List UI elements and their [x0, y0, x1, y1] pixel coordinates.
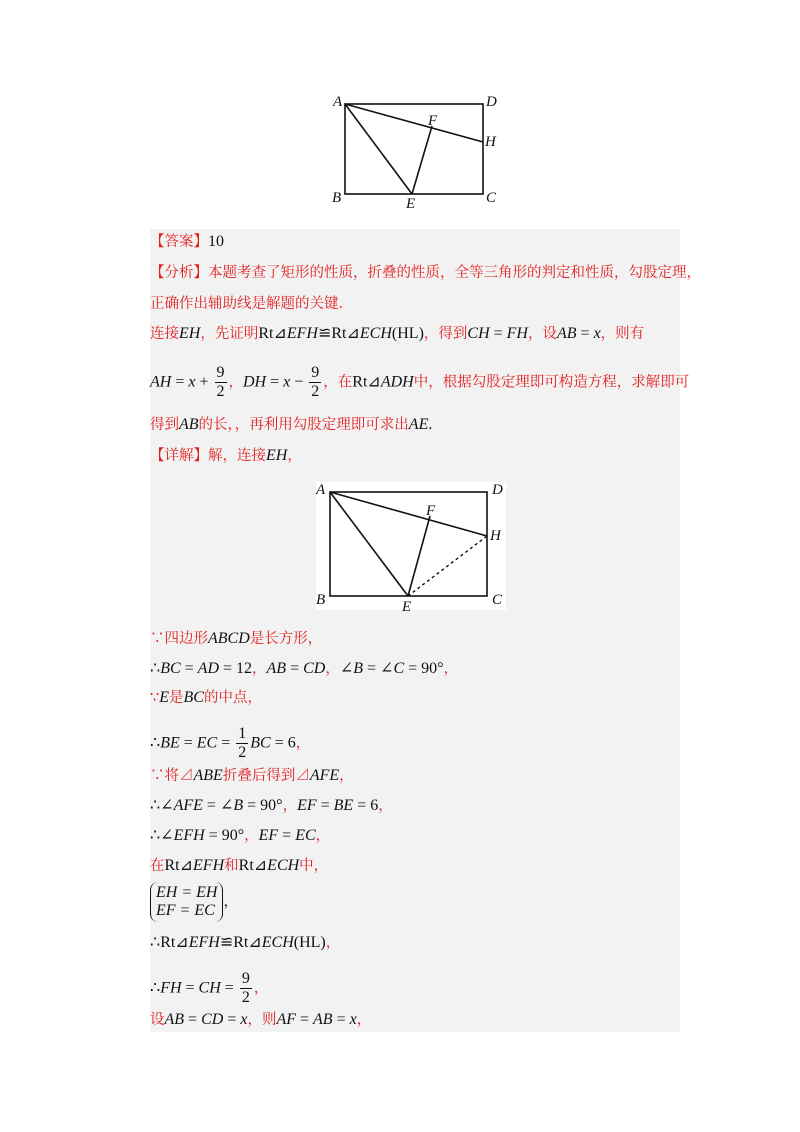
t: ∵ — [150, 690, 160, 706]
t: = 90° — [243, 797, 283, 814]
t: ， — [325, 661, 340, 677]
geometry-diagram-1 — [325, 92, 505, 212]
t: ，在 — [323, 374, 353, 391]
t: ABCD — [208, 630, 250, 647]
t: EF = EC — [156, 902, 215, 919]
t: ECH — [261, 934, 294, 951]
t: = — [171, 373, 189, 391]
segment-ae — [345, 104, 412, 194]
t: ∴∠ — [150, 797, 174, 814]
label-b: B — [332, 190, 342, 206]
step-10 — [150, 933, 340, 953]
t: CD — [201, 1011, 224, 1028]
fraction-9-2 — [240, 970, 252, 1007]
t: + — [195, 373, 213, 391]
t: Rt⊿ — [233, 934, 262, 951]
analysis-text-2: 正确作出辅助线是解题的关键． — [150, 296, 353, 312]
t: AB — [313, 1011, 333, 1028]
t: ， — [356, 1012, 372, 1028]
figure-background — [316, 482, 506, 610]
t: 设 — [150, 1012, 165, 1028]
t: 得到 — [150, 417, 179, 433]
t: = 6 — [353, 797, 379, 814]
t: = — [181, 979, 199, 997]
t: ECH — [359, 325, 392, 342]
t: 1 — [238, 725, 247, 742]
step-6 — [150, 796, 393, 816]
t: EF — [258, 827, 279, 844]
t: ，先证明 — [200, 326, 259, 342]
t: EC — [295, 827, 316, 844]
t: = — [576, 325, 594, 342]
label-e: E — [402, 599, 412, 613]
t: = — [184, 1011, 202, 1028]
t: ABE — [193, 767, 223, 784]
analysis-text-1: 本题考查了矩形的性质，折叠的性质，全等三角形的判定和性质，勾股定理， — [208, 265, 701, 281]
step-8 — [150, 856, 328, 876]
step-9-system — [150, 882, 238, 922]
t: BC — [160, 660, 181, 677]
t: CH — [198, 979, 221, 997]
t: 2 — [311, 383, 320, 400]
label-c: C — [486, 190, 497, 206]
t: 连接 — [150, 326, 179, 342]
fraction-9-2 — [309, 364, 321, 401]
t: AB — [164, 1011, 185, 1028]
t: FH — [160, 979, 182, 997]
t: ∴ — [150, 934, 161, 951]
t: 2 — [216, 383, 225, 400]
t: 9 — [311, 364, 320, 381]
t: x — [283, 373, 291, 391]
t: AH — [150, 373, 172, 391]
analysis-line-4 — [150, 364, 689, 401]
t: = — [316, 797, 334, 814]
t: 是 — [169, 690, 184, 706]
fraction-1-2 — [236, 725, 248, 762]
t: ∵四边形 — [150, 631, 208, 647]
answer-tag: 【答案】 — [150, 234, 208, 250]
t: AD — [197, 660, 219, 677]
label-e: E — [406, 196, 416, 212]
t: 解，连接 — [208, 448, 266, 464]
t: = ∠ — [202, 797, 234, 814]
t: = — [217, 734, 235, 752]
t: Rt⊿ — [352, 373, 381, 391]
step-7 — [150, 826, 330, 846]
t: ∴ — [150, 979, 161, 997]
t: = 90° — [204, 827, 245, 844]
t: EH — [179, 325, 201, 342]
t: ∴ — [150, 734, 161, 752]
t: 9 — [241, 970, 250, 987]
t: ，则 — [247, 1012, 277, 1028]
t: ， — [378, 798, 393, 814]
t: BC — [250, 734, 271, 752]
t: ，得到 — [423, 326, 468, 342]
t: AF — [276, 1011, 296, 1028]
t: 的长，，再利用勾股定理即可求出 — [198, 417, 409, 433]
t: CH — [467, 325, 490, 342]
t: E — [159, 689, 170, 706]
fraction-9-2 — [215, 364, 227, 401]
t: ， — [253, 980, 269, 997]
t: ， — [244, 828, 259, 844]
t: AFE — [309, 767, 340, 784]
solution-line-1 — [150, 446, 302, 466]
t: AB — [179, 416, 199, 433]
t: = — [223, 1011, 241, 1028]
answer-line — [150, 232, 224, 252]
t: . — [428, 416, 433, 433]
step-1 — [150, 629, 322, 649]
t: ， — [223, 894, 238, 910]
t: − — [290, 373, 308, 391]
t: EFH — [188, 934, 220, 951]
t: = 6 — [270, 734, 296, 752]
t: x — [349, 1011, 357, 1028]
t: 2 — [238, 744, 247, 761]
t: ∴∠ — [150, 827, 174, 844]
figure-rectangle-2 — [312, 478, 508, 613]
t: = — [286, 660, 304, 677]
t: Rt⊿ — [238, 857, 268, 874]
t: = — [266, 373, 284, 391]
label-h: H — [490, 528, 501, 544]
t: Rt⊿ — [331, 325, 360, 342]
analysis-line-5 — [150, 415, 432, 435]
t: BE — [333, 797, 354, 814]
t: BC — [183, 689, 204, 706]
t: x — [593, 325, 601, 342]
label-f: F — [426, 503, 436, 519]
t: AB — [266, 660, 287, 677]
step-11 — [150, 970, 268, 1007]
t: AFE — [173, 797, 203, 814]
analysis-line-2 — [150, 294, 353, 314]
label-c: C — [492, 592, 503, 608]
t: x — [240, 1011, 248, 1028]
t: ， — [282, 798, 298, 814]
segment-ah — [345, 104, 483, 142]
segment-ef — [412, 126, 432, 194]
t: ， — [287, 448, 302, 464]
t: 和 — [224, 858, 239, 874]
t: Rt⊿ — [258, 325, 287, 342]
t: ， — [228, 374, 243, 391]
solution-tag: 【详解】 — [150, 448, 208, 464]
t: ∴ — [150, 660, 161, 677]
step-4 — [150, 725, 310, 762]
t: FH — [506, 325, 528, 342]
analysis-line-1 — [150, 263, 701, 283]
label-h: H — [485, 134, 496, 150]
t: 在 — [150, 858, 165, 874]
t: 2 — [241, 989, 250, 1006]
step-3 — [150, 688, 262, 708]
t: EFH — [193, 857, 225, 874]
t: EFH — [286, 325, 318, 342]
t: (HL) — [293, 934, 326, 951]
t: B — [353, 660, 364, 677]
t: DH — [243, 373, 267, 391]
t: Rt⊿ — [160, 934, 189, 951]
t: 的中点， — [203, 690, 262, 706]
figure-rectangle-1 — [325, 92, 505, 212]
t: = ∠ — [363, 660, 394, 677]
step-12 — [150, 1010, 371, 1030]
t: ADH — [380, 373, 414, 391]
t: C — [393, 660, 405, 677]
label-d: D — [492, 482, 503, 498]
analysis-line-3 — [150, 324, 644, 344]
step-5 — [150, 766, 354, 786]
t: 中，根据勾股定理即可构造方程，求解即可 — [413, 374, 690, 391]
t: ECH — [267, 857, 300, 874]
t: = — [296, 1011, 314, 1028]
label-f: F — [428, 113, 438, 129]
t: 是长方形， — [249, 631, 323, 647]
label-a: A — [316, 482, 326, 498]
t: BE — [160, 734, 180, 752]
t: 折叠后得到⊿ — [222, 768, 310, 784]
t: B — [233, 797, 244, 814]
t: EFH — [173, 827, 205, 844]
t: = 12 — [219, 660, 253, 677]
t: ∠ — [339, 660, 354, 677]
geometry-diagram-2 — [312, 478, 508, 613]
t: = — [278, 827, 296, 844]
t: EH — [266, 447, 288, 464]
t: ， — [252, 661, 267, 677]
t: (HL) — [391, 325, 424, 342]
label-a: A — [333, 94, 343, 110]
t: AB — [556, 325, 577, 342]
answer-value: 10 — [208, 233, 224, 250]
equation-system — [150, 882, 223, 922]
t: EC — [196, 734, 218, 752]
t: ≌ — [317, 325, 332, 342]
label-d: D — [486, 94, 497, 110]
t: ， — [339, 768, 354, 784]
t: ， — [443, 661, 459, 677]
t: = 90° — [404, 660, 444, 677]
t: AE — [408, 416, 429, 433]
label-b: B — [316, 592, 326, 608]
t: EF — [297, 797, 317, 814]
t: = — [179, 734, 197, 752]
t: ，设 — [527, 326, 557, 342]
t: ∵将⊿ — [150, 768, 194, 784]
t: = — [489, 325, 507, 342]
t: ，则有 — [600, 326, 645, 342]
t: ≌ — [219, 934, 234, 951]
t: = — [180, 660, 198, 677]
t: x — [188, 373, 196, 391]
t: CD — [303, 660, 326, 677]
t: = — [220, 979, 238, 997]
t: Rt⊿ — [164, 857, 194, 874]
step-2 — [150, 659, 458, 679]
t: 中， — [299, 858, 329, 874]
rectangle-abcd — [345, 104, 483, 194]
t: ， — [295, 735, 311, 752]
analysis-tag: 【分析】 — [150, 265, 208, 281]
t: ， — [325, 935, 341, 951]
t: 9 — [216, 364, 225, 381]
t: EH = EH — [156, 884, 218, 901]
t: = — [332, 1011, 350, 1028]
t: ， — [315, 828, 331, 844]
